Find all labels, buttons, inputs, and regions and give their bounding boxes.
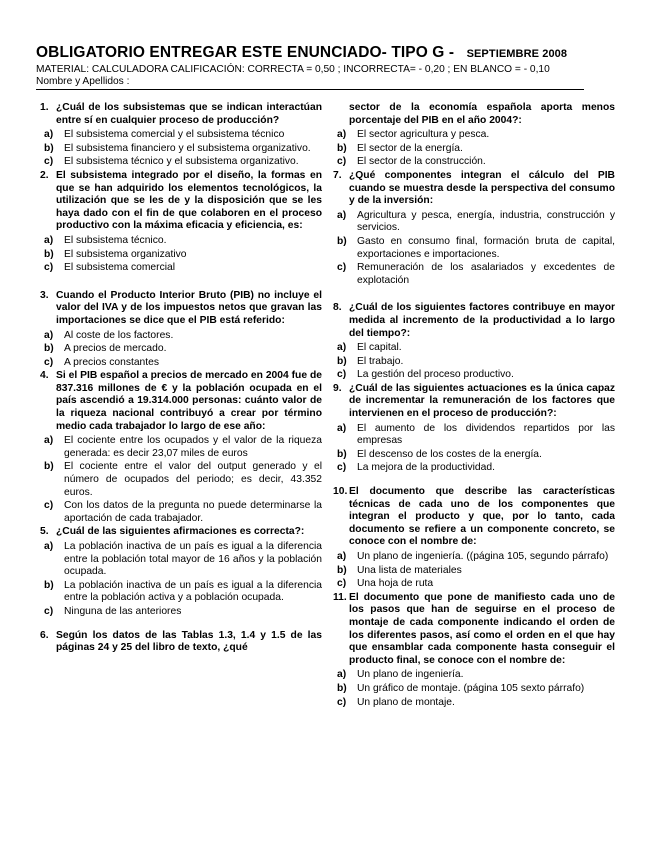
- option-c[interactable]: [333, 156, 615, 169]
- option-letter: b): [44, 142, 54, 154]
- left-column: [40, 102, 322, 657]
- option-letter: b): [337, 682, 347, 694]
- option-c[interactable]: [40, 156, 322, 169]
- option-b[interactable]: [333, 236, 615, 261]
- question-2: [40, 170, 322, 275]
- option-b[interactable]: [333, 356, 615, 369]
- option-text: La población inactiva de un país es igual a la diferencia entre la población total mayor de 16 años y la población ocupada.: [64, 541, 322, 578]
- option-text: El trabajo.: [357, 355, 404, 367]
- option-text: El capital.: [357, 342, 402, 354]
- option-text: Gasto en consumo final, formación bruta de capital, exportaciones e importaciones.: [357, 235, 615, 260]
- option-b[interactable]: [333, 683, 615, 696]
- option-a[interactable]: [40, 235, 322, 248]
- grading-info: MATERIAL: CALCULADORA CALIFICACIÓN: CORRECTA = 0,50 ; INCORRECTA= - 0,20 ; EN BLANCO = - 0,10: [36, 64, 550, 75]
- option-a[interactable]: [40, 541, 322, 579]
- question-text: El documento que pone de manifiesto cada uno de los pasos que han de seguirse en el proceso de montaje de cada componente indicando el orden de los diferentes pasos, así como el orden en el que hay que ensamblar cada componente hasta conseguir el producto final, se conoce con el nombre de:: [349, 591, 615, 666]
- option-a[interactable]: [333, 669, 615, 682]
- option-a[interactable]: [40, 330, 322, 343]
- option-text: El subsistema técnico y el subsistema organizativo.: [64, 156, 299, 168]
- option-b[interactable]: [40, 249, 322, 262]
- question-text: ¿Qué componentes integran el cálculo del PIB cuando se muestra desde la perspectiva del consumo y de la inversión:: [349, 169, 615, 207]
- option-text: Un plano de montaje.: [357, 696, 455, 708]
- question-number: 8.: [333, 302, 342, 314]
- question-number: 6.: [40, 629, 49, 641]
- option-c[interactable]: [40, 606, 322, 619]
- option-letter: b): [337, 142, 347, 154]
- question-number: 2.: [40, 169, 49, 181]
- option-letter: a): [337, 129, 347, 141]
- option-text: Una lista de materiales: [357, 564, 462, 576]
- option-c[interactable]: [333, 697, 615, 710]
- option-b[interactable]: [333, 143, 615, 156]
- name-field-label: Nombre y Apellidos :: [36, 76, 584, 90]
- option-text: A precios constantes: [64, 356, 160, 368]
- question-text: ¿Cuál de los subsistemas que se indican interactúan entre sí en cualquier proceso de producción?: [56, 102, 322, 126]
- option-text: Remuneración de los asalariados y excedentes de explotación: [357, 262, 615, 286]
- option-text: Una hoja de ruta: [357, 578, 434, 590]
- option-a[interactable]: [333, 551, 615, 564]
- option-text: Agricultura y pesca, energía, industria, construcción y servicios.: [357, 209, 615, 234]
- option-letter: c): [337, 262, 347, 274]
- option-letter: b): [44, 343, 54, 355]
- question-text: ¿Cuál de los siguientes factores contribuye en mayor medida al incremento de la productividad a lo largo del tiempo?:: [349, 302, 615, 339]
- question-6: [40, 630, 322, 655]
- option-letter: b): [337, 448, 347, 460]
- option-text: El subsistema financiero y el subsistema organizativo.: [64, 142, 311, 154]
- option-b[interactable]: [40, 143, 322, 156]
- title-text: OBLIGATORIO ENTREGAR ESTE ENUNCIADO- TIPO G -: [36, 44, 455, 61]
- option-b[interactable]: [333, 565, 615, 578]
- option-letter: a): [337, 342, 347, 354]
- option-letter: b): [337, 235, 347, 247]
- exam-header: [36, 44, 626, 90]
- option-c[interactable]: [333, 578, 615, 591]
- option-letter: b): [337, 355, 347, 367]
- option-letter: a): [44, 541, 54, 552]
- question-number: 11.: [333, 591, 347, 603]
- option-letter: c): [337, 462, 347, 474]
- option-text: Un plano de ingeniería. ((página 105, segundo párrafo): [357, 551, 609, 562]
- right-column: [333, 102, 615, 710]
- question-4: [40, 370, 322, 525]
- option-text: El subsistema comercial: [64, 262, 176, 274]
- option-text: Ninguna de las anteriores: [64, 605, 182, 617]
- option-c[interactable]: [40, 262, 322, 275]
- option-text: El subsistema organizativo: [64, 248, 187, 260]
- option-a[interactable]: [333, 342, 615, 355]
- option-a[interactable]: [40, 435, 322, 460]
- option-letter: c): [44, 605, 54, 617]
- question-number: 3.: [40, 289, 49, 301]
- option-letter: a): [44, 129, 54, 141]
- option-letter: a): [337, 551, 347, 562]
- question-7: [333, 170, 615, 287]
- option-text: El cociente entre los ocupados y el valor de la riqueza generada: es decir 23,07 miles de euros: [64, 435, 322, 459]
- option-text: A precios de mercado.: [64, 343, 167, 355]
- option-a[interactable]: [333, 423, 615, 448]
- option-text: El sector agricultura y pesca.: [357, 129, 490, 141]
- exam-date: SEPTIEMBRE 2008: [466, 48, 568, 60]
- option-a[interactable]: [333, 129, 615, 142]
- option-letter: c): [337, 156, 347, 168]
- question-number: 5.: [40, 526, 49, 538]
- question-6-continued: [333, 102, 615, 169]
- option-letter: c): [337, 578, 347, 590]
- option-letter: a): [337, 422, 347, 434]
- question-number: 9.: [333, 382, 342, 394]
- option-text: El cociente entre el valor del output generado y el número de ocupados del periodo; es decir, 43.352 euros.: [64, 461, 322, 498]
- question-9: [333, 383, 615, 475]
- question-text: Según los datos de las Tablas 1.3, 1.4 y 1.5 de las páginas 24 y 25 del libro de texto, ¿qué: [56, 629, 322, 654]
- option-letter: b): [337, 564, 347, 576]
- option-letter: a): [337, 209, 347, 221]
- option-b[interactable]: [333, 449, 615, 462]
- option-text: El sector de la energía.: [357, 142, 463, 154]
- option-letter: b): [44, 461, 54, 473]
- option-text: La mejora de la productividad.: [357, 462, 495, 474]
- question-8: [333, 302, 615, 382]
- option-text: La gestión del proceso productivo.: [357, 369, 514, 381]
- question-text: El documento que describe las características técnicas de cada uno de los componentes que integran el producto y que, por lo tanto, cada documento se refiere a un componente concreto, se conoce con el nombre de:: [349, 486, 615, 548]
- question-number: 7.: [333, 169, 342, 181]
- question-11: [333, 592, 615, 709]
- option-text: Un gráfico de montaje. (página 105 sexto párrafo): [357, 682, 585, 694]
- option-letter: c): [44, 156, 54, 168]
- question-text: ¿Cuál de las siguientes afirmaciones es correcta?:: [56, 526, 305, 538]
- question-number: 10.: [333, 486, 348, 498]
- option-c[interactable]: [333, 369, 615, 382]
- option-text: Al coste de los factores.: [64, 329, 174, 341]
- option-text: El descenso de los costes de la energía.: [357, 448, 542, 460]
- option-text: Un plano de ingeniería.: [357, 669, 464, 681]
- option-letter: c): [44, 262, 54, 274]
- option-letter: a): [337, 669, 347, 681]
- question-text: ¿Cuál de las siguientes actuaciones es la única capaz de incrementar la remuneración de los factores que intervienen en el proceso de producción?:: [349, 382, 615, 420]
- question-1: [40, 102, 322, 169]
- option-letter: c): [44, 500, 54, 512]
- option-text: Con los datos de la pregunta no puede determinarse la aportación de cada trabajador.: [64, 500, 322, 524]
- option-text: La población inactiva de un país es igual a la diferencia entre la población activa y a población ocupada.: [64, 579, 322, 604]
- option-text: El sector de la construcción.: [357, 156, 486, 168]
- option-letter: b): [44, 248, 54, 260]
- option-b[interactable]: [40, 580, 322, 605]
- question-text: Cuando el Producto Interior Bruto (PIB) no incluye el valor del IVA y de los impuestos netos que gravan las importaciones se dice que el PIB está referido:: [56, 289, 322, 326]
- option-b[interactable]: [40, 461, 322, 499]
- option-text: El subsistema técnico.: [64, 234, 167, 246]
- question-text: El subsistema integrado por el diseño, la formas en que se han adquirido los elementos tecnológicos, la utilización que se les de y la disposición que se les haya dado con el fin de que colaboren en el proceso productivo con la máxima eficacia y eficiencia, es:: [56, 169, 322, 232]
- option-letter: c): [44, 356, 54, 368]
- option-a[interactable]: [333, 210, 615, 235]
- question-10: [333, 486, 615, 591]
- option-c[interactable]: [40, 357, 322, 370]
- option-b[interactable]: [40, 343, 322, 356]
- option-a[interactable]: [40, 129, 322, 142]
- option-c[interactable]: [333, 262, 615, 287]
- question-text-continued: sector de la economía española aporta menos porcentaje del PIB en el año 2004?:: [349, 102, 615, 126]
- option-letter: c): [337, 696, 347, 708]
- question-number: 4.: [40, 370, 49, 382]
- option-letter: b): [44, 579, 54, 591]
- option-c[interactable]: [333, 462, 615, 475]
- option-letter: a): [44, 234, 54, 246]
- option-c[interactable]: [40, 500, 322, 525]
- question-5: [40, 526, 322, 618]
- option-text: El subsistema comercial y el subsistema técnico: [64, 129, 285, 141]
- option-letter: a): [44, 329, 54, 341]
- option-letter: c): [337, 369, 347, 381]
- exam-title: [36, 44, 626, 62]
- option-letter: a): [44, 435, 54, 447]
- question-number: 1.: [40, 102, 49, 113]
- option-text: El aumento de los dividendos repartidos por las empresas: [357, 422, 615, 447]
- question-text: Si el PIB español a precios de mercado en 2004 fue de 837.316 millones de € y la población ocupada en el país ascendió a 19.314.000 personas: cuánto valor de la riqueza nacional contribuyó a crear por término medio cada trabajador lo largo de ese año:: [56, 370, 322, 432]
- question-3: [40, 290, 322, 370]
